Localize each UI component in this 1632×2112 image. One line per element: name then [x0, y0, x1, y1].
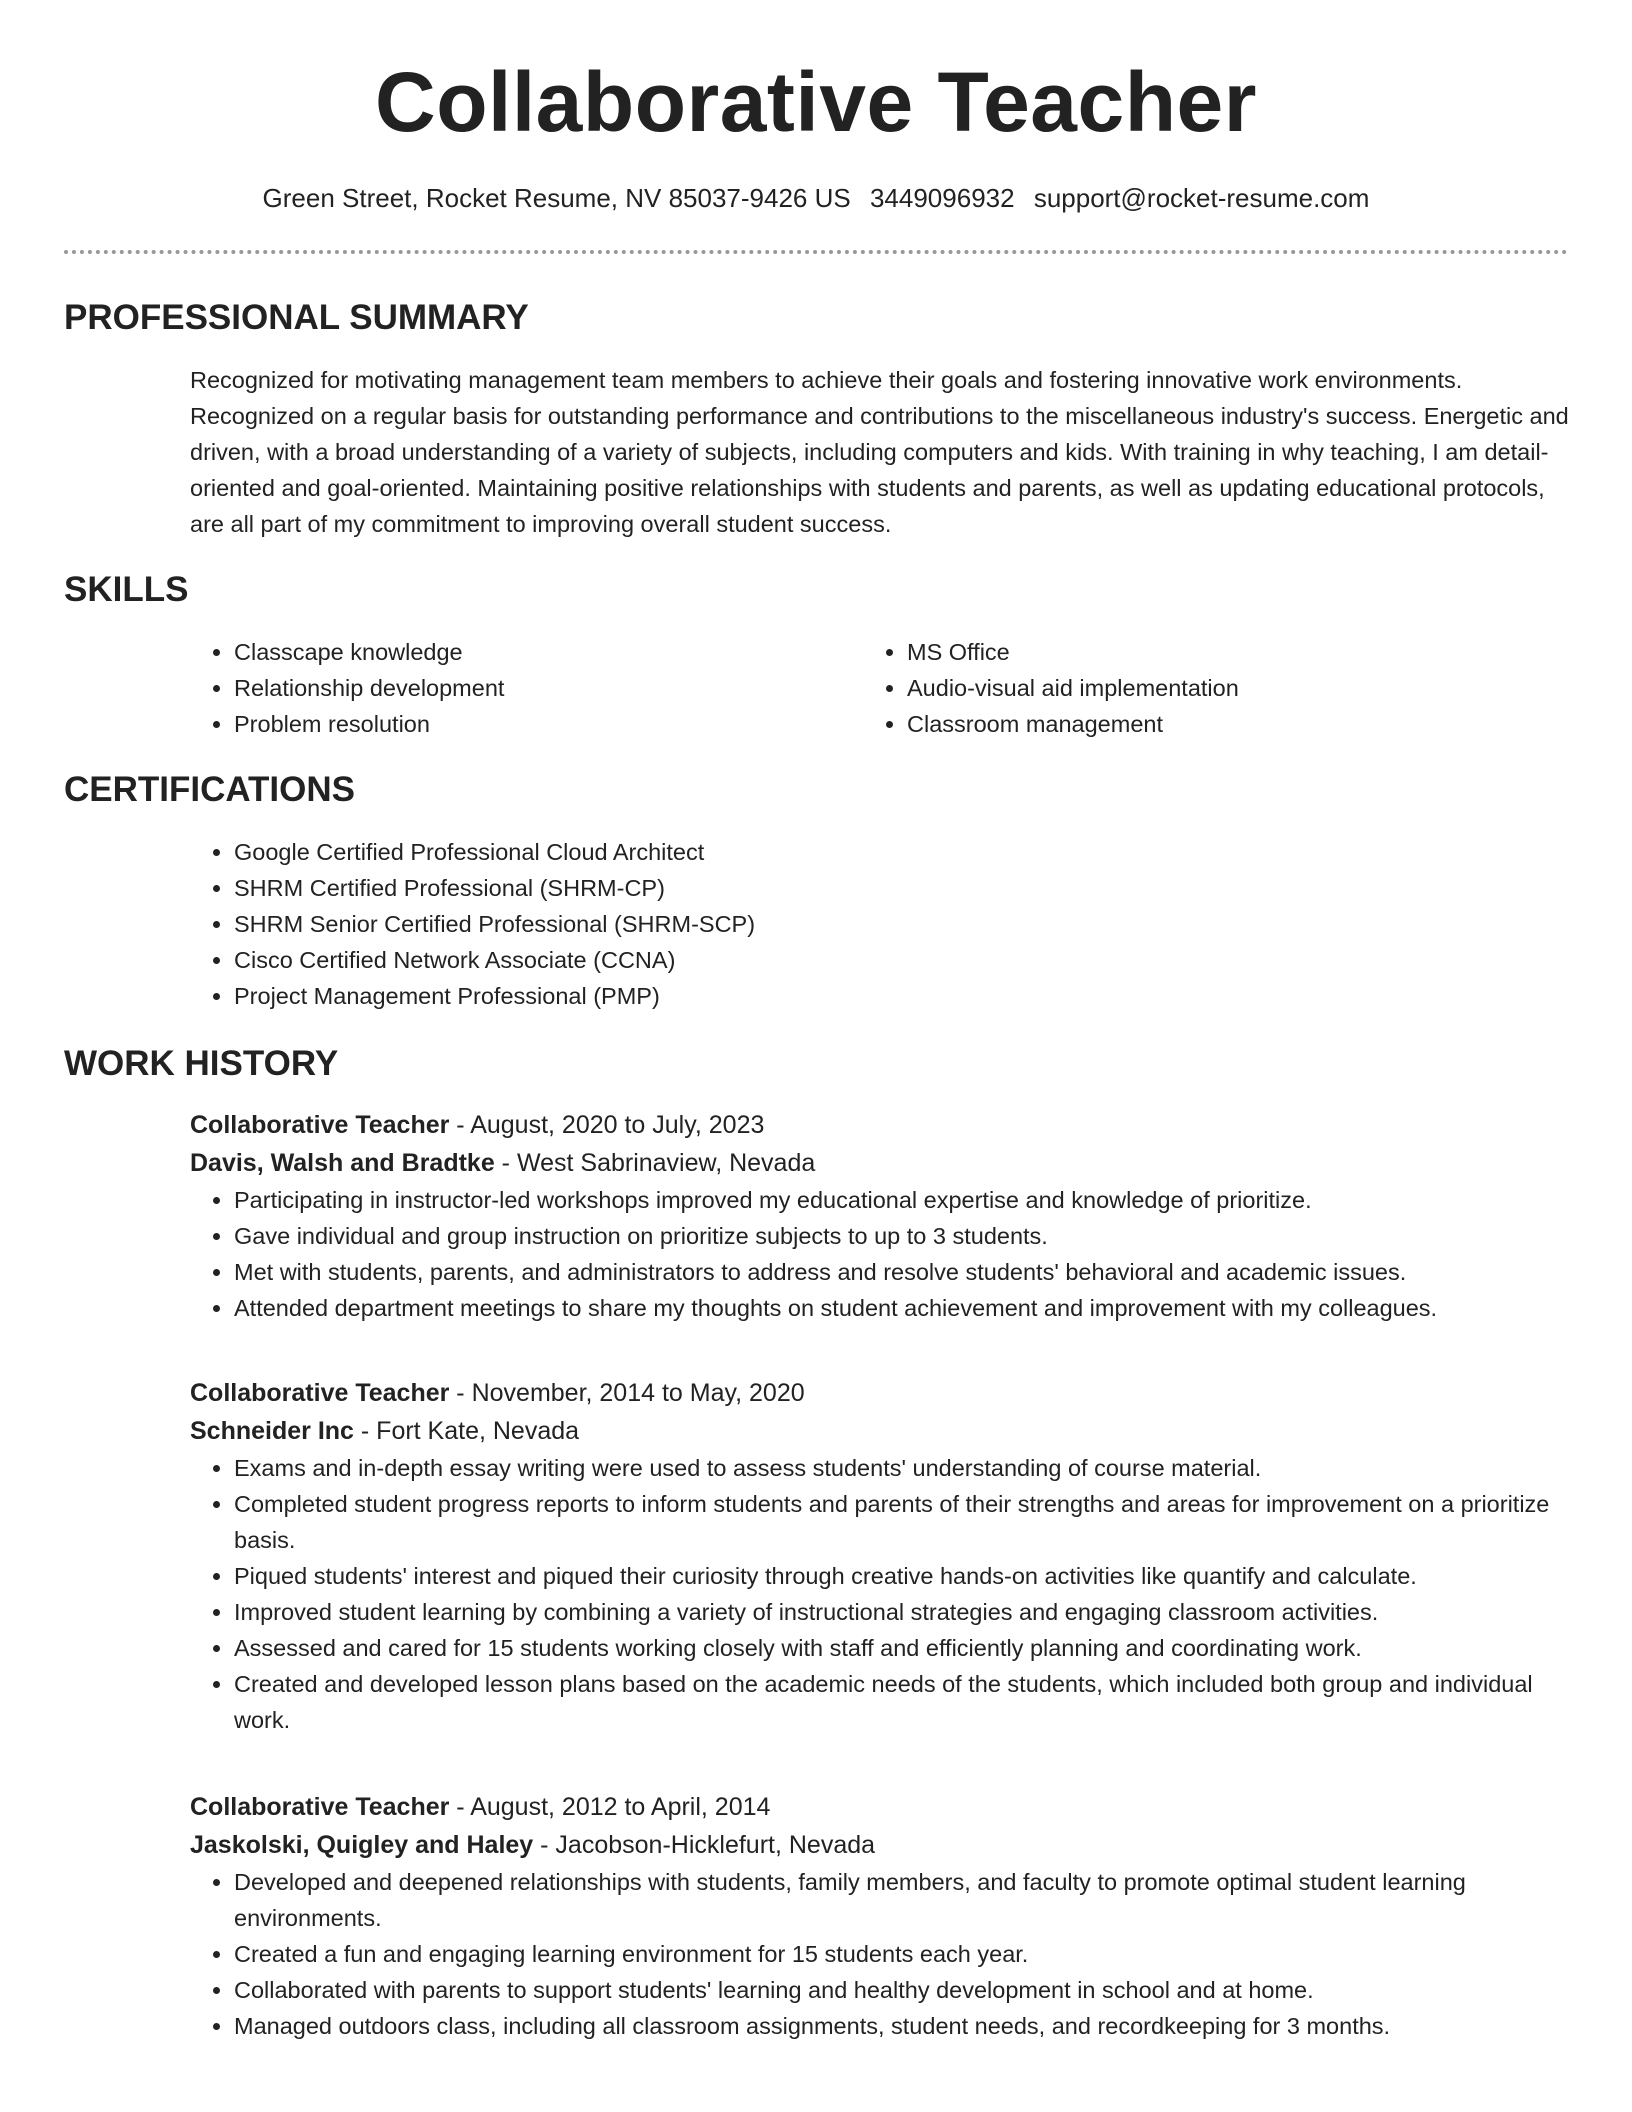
summary-title: PROFESSIONAL SUMMARY — [64, 298, 529, 337]
job-company-line — [190, 1412, 1570, 1450]
job-company: Schneider Inc — [190, 1417, 354, 1445]
work-history-title: WORK HISTORY — [64, 1044, 339, 1083]
contact-line — [0, 180, 1632, 216]
job-bullet: • Exams and in-depth essay writing were used to assess students' understanding of course material. — [234, 1450, 1570, 1486]
job-title-line — [190, 1106, 1570, 1144]
certification-item: • SHRM Senior Certified Professional (SHRM-SCP) — [234, 906, 1570, 942]
job-dates: - November, 2014 to May, 2020 — [449, 1379, 805, 1407]
job-role: Collaborative Teacher — [190, 1111, 450, 1139]
skills-left-column — [190, 634, 830, 742]
job-title-line — [190, 1788, 1570, 1826]
job-bullet: • Piqued students' interest and piqued their curiosity through creative hands-on activities like quantify and calculate. — [234, 1558, 1570, 1594]
job-title-line — [190, 1374, 1570, 1412]
skill-item: • Classroom management — [907, 706, 1503, 742]
job-role: Collaborative Teacher — [190, 1379, 450, 1407]
certifications-list — [190, 834, 1570, 1014]
certification-item: • Cisco Certified Network Associate (CCNA) — [234, 942, 1570, 978]
job-entry — [190, 1106, 1570, 1326]
job-bullet: • Attended department meetings to share my thoughts on student achievement and improvement with my colleagues. — [234, 1290, 1570, 1326]
summary-text: Recognized for motivating management team members to achieve their goals and fostering innovative work environments. Recognized on a regular basis for outstanding performance and contributions to the miscellaneous industry's success. Energetic and driven, with a broad understanding of a variety of subjects, including computers and kids. With training in why teaching, I am detail-oriented and goal-oriented. Maintaining positive relationships with students and parents, as well as updating educational protocols, are all part of my commitment to improving overall student success. — [190, 367, 1569, 537]
job-bullet: • Collaborated with parents to support students' learning and healthy development in school and at home. — [234, 1972, 1570, 2008]
job-bullet: • Created a fun and engaging learning environment for 15 students each year. — [234, 1936, 1570, 1972]
job-bullet: • Gave individual and group instruction on prioritize subjects to up to 3 students. — [234, 1218, 1570, 1254]
skill-item: • Audio-visual aid implementation — [907, 670, 1503, 706]
job-company: Jaskolski, Quigley and Haley — [190, 1831, 534, 1859]
address: Green Street, Rocket Resume, NV 85037-9426 US — [262, 183, 851, 213]
job-bullet: • Improved student learning by combining a variety of instructional strategies and engaging classroom activities. — [234, 1594, 1570, 1630]
job-dates: - August, 2020 to July, 2023 — [449, 1111, 765, 1139]
job-bullet: • Assessed and cared for 15 students working closely with staff and efficiently planning and coordinating work. — [234, 1630, 1570, 1666]
job-bullet: • Participating in instructor-led workshops improved my educational expertise and knowledge of prioritize. — [234, 1182, 1570, 1218]
job-bullet: • Completed student progress reports to inform students and parents of their strengths and areas for improvement on a prioritize basis. — [234, 1486, 1570, 1558]
skill-item: • Relationship development — [234, 670, 830, 706]
header-divider — [64, 250, 1568, 254]
certification-item: • Project Management Professional (PMP) — [234, 978, 1570, 1014]
phone: 3449096932 — [869, 183, 1015, 213]
job-role: Collaborative Teacher — [190, 1793, 450, 1821]
job-bullet: • Met with students, parents, and administrators to address and resolve students' behavioral and academic issues. — [234, 1254, 1570, 1290]
candidate-name: Collaborative Teacher — [375, 55, 1257, 149]
email: support@rocket-resume.com — [1033, 183, 1370, 213]
job-dates: - August, 2012 to April, 2014 — [449, 1793, 771, 1821]
job-bullet: • Developed and deepened relationships with students, family members, and faculty to promote optimal student learning environments. — [234, 1864, 1570, 1936]
skills-title: SKILLS — [64, 570, 189, 609]
job-company-line — [190, 1826, 1570, 1864]
job-bullet: • Managed outdoors class, including all classroom assignments, student needs, and recordkeeping for 3 months. — [234, 2008, 1570, 2044]
job-bullet: • Created and developed lesson plans based on the academic needs of the students, which included both group and individual work. — [234, 1666, 1570, 1738]
certifications-title: CERTIFICATIONS — [64, 770, 356, 809]
certification-item: • SHRM Certified Professional (SHRM-CP) — [234, 870, 1570, 906]
job-location: - West Sabrinaview, Nevada — [494, 1149, 816, 1177]
certification-item: • Google Certified Professional Cloud Architect — [234, 834, 1570, 870]
job-entry — [190, 1788, 1570, 2044]
job-entry — [190, 1374, 1570, 1738]
job-company-line — [190, 1144, 1570, 1182]
job-company: Davis, Walsh and Bradtke — [190, 1149, 495, 1177]
skills-right-column — [863, 634, 1503, 742]
skill-item: • MS Office — [907, 634, 1503, 670]
job-location: - Fort Kate, Nevada — [353, 1417, 580, 1445]
job-location: - Jacobson-Hicklefurt, Nevada — [533, 1831, 876, 1859]
skill-item: • Classcape knowledge — [234, 634, 830, 670]
skill-item: • Problem resolution — [234, 706, 830, 742]
